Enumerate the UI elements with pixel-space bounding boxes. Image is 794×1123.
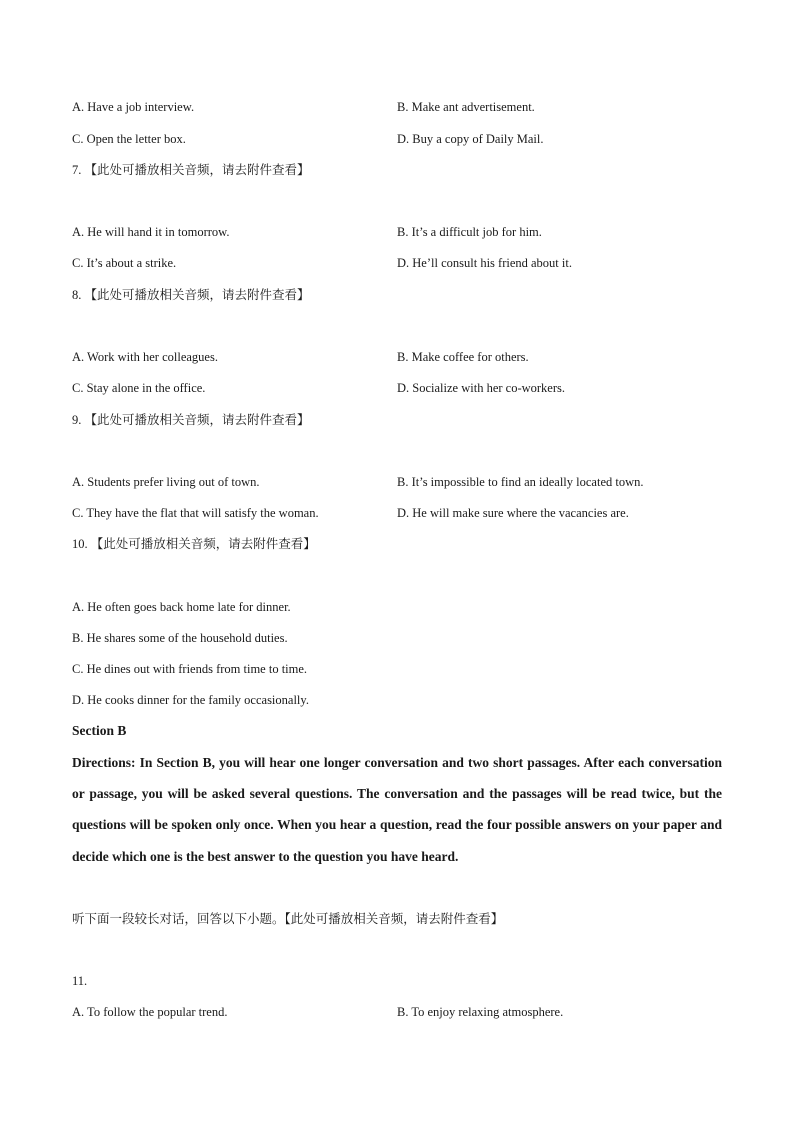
q9-option-d: D. He will make sure where the vacancies are. <box>397 506 629 520</box>
q6-option-b: B. Make ant advertisement. <box>397 100 535 114</box>
q7-option-b: B. It’s a difficult job for him. <box>397 225 542 239</box>
q7-option-d: D. He’ll consult his friend about it. <box>397 256 572 270</box>
q9-audio-link[interactable]: 【此处可播放相关音频，请去附件查看】 <box>84 412 310 427</box>
q8-audio-link[interactable]: 【此处可播放相关音频，请去附件查看】 <box>84 287 310 302</box>
q10-option-d: D. He cooks dinner for the family occasionally. <box>72 693 309 707</box>
q9-option-a: A. Students prefer living out of town. <box>72 475 260 489</box>
q10-audio-link[interactable]: 【此处可播放相关音频，请去附件查看】 <box>90 536 316 551</box>
q8-option-c: C. Stay alone in the office. <box>72 381 206 395</box>
q11-option-a: A. To follow the popular trend. <box>72 1005 228 1019</box>
q9-heading <box>72 412 310 428</box>
q7-heading <box>72 162 310 178</box>
q9-option-c: C. They have the flat that will satisfy the woman. <box>72 506 319 520</box>
q7-number: 7. <box>72 163 82 177</box>
q10-option-b: B. He shares some of the household duties. <box>72 631 288 645</box>
section-b-title: Section B <box>72 723 127 738</box>
q7-option-a: A. He will hand it in tomorrow. <box>72 225 230 239</box>
q8-option-d: D. Socialize with her co-workers. <box>397 381 565 395</box>
section-b-audio-link[interactable]: 【此处可播放相关音频，请去附件查看】 <box>284 911 504 926</box>
q10-option-a: A. He often goes back home late for dinner. <box>72 600 291 614</box>
q8-option-b: B. Make coffee for others. <box>397 350 529 364</box>
section-b-directions: Directions: In Section B, you will hear one longer conversation and two short passages. After each conversation or passage, you will be asked several questions. The conversation and the passages will be read twice, but the questions will be spoken only once. When you hear a question, read the four possible answers on your paper and decide which one is the best answer to the question you have heard. <box>72 755 722 864</box>
q6-option-a: A. Have a job interview. <box>72 100 195 114</box>
q9-option-b: B. It’s impossible to find an ideally located town. <box>397 475 644 489</box>
q10-number: 10. <box>72 537 88 551</box>
section-b-intro <box>72 911 503 927</box>
q8-heading <box>72 287 310 303</box>
q6-option-d: D. Buy a copy of Daily Mail. <box>397 132 544 146</box>
q7-option-c: C. It’s about a strike. <box>72 256 177 270</box>
q7-audio-link[interactable]: 【此处可播放相关音频，请去附件查看】 <box>84 162 310 177</box>
q11-number: 11. <box>72 974 88 988</box>
q10-option-c: C. He dines out with friends from time to time. <box>72 662 308 676</box>
q8-option-a: A. Work with her colleagues. <box>72 350 218 364</box>
section-b-intro-text: 听下面一段较长对话，回答以下小题。 <box>72 911 285 926</box>
q6-option-c: C. Open the letter box. <box>72 132 186 146</box>
q10-heading <box>72 536 316 552</box>
q8-number: 8. <box>72 288 82 302</box>
q11-option-b: B. To enjoy relaxing atmosphere. <box>397 1005 564 1019</box>
q9-number: 9. <box>72 413 82 427</box>
